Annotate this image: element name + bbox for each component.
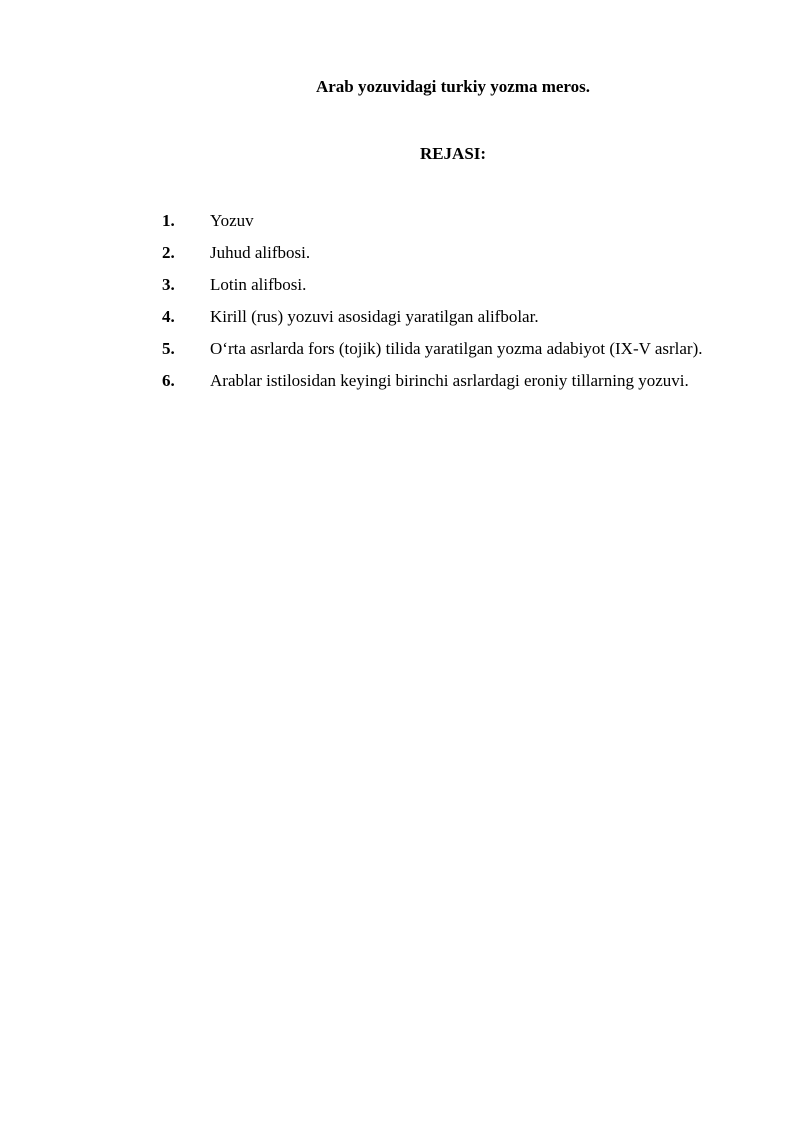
plan-item-number: 6.	[162, 371, 175, 390]
plan-item-5	[113, 333, 743, 365]
plan-item-text: Yozuv	[210, 211, 254, 230]
plan-item-number: 2.	[162, 243, 175, 262]
document-title: Arab yozuvidagi turkiy yozma meros.	[315, 77, 591, 96]
plan-list	[113, 205, 743, 397]
plan-item-text: Arablar istilosidan keyingi birinchi asrlardagi eroniy tillarning yozuvi.	[210, 371, 689, 390]
plan-item-3	[113, 269, 743, 301]
plan-item-text: Juhud alifbosi.	[210, 243, 311, 262]
plan-item-6	[113, 365, 743, 397]
plan-item-number: 1.	[162, 211, 175, 230]
plan-item-text: Kirill (rus) yozuvi asosidagi yaratilgan alifbolar.	[210, 307, 539, 326]
plan-item-2	[113, 237, 743, 269]
plan-item-text: O‘rta asrlarda fors (tojik) tilida yaratilgan yozma adabiyot (IX-V asrlar).	[210, 339, 703, 358]
plan-item-number: 5.	[162, 339, 175, 358]
plan-item-number: 4.	[162, 307, 175, 326]
plan-heading: REJASI:	[419, 144, 487, 163]
plan-item-text: Lotin alifbosi.	[210, 275, 307, 294]
plan-item-4	[113, 301, 743, 333]
plan-item-1	[113, 205, 743, 237]
plan-item-number: 3.	[162, 275, 175, 294]
